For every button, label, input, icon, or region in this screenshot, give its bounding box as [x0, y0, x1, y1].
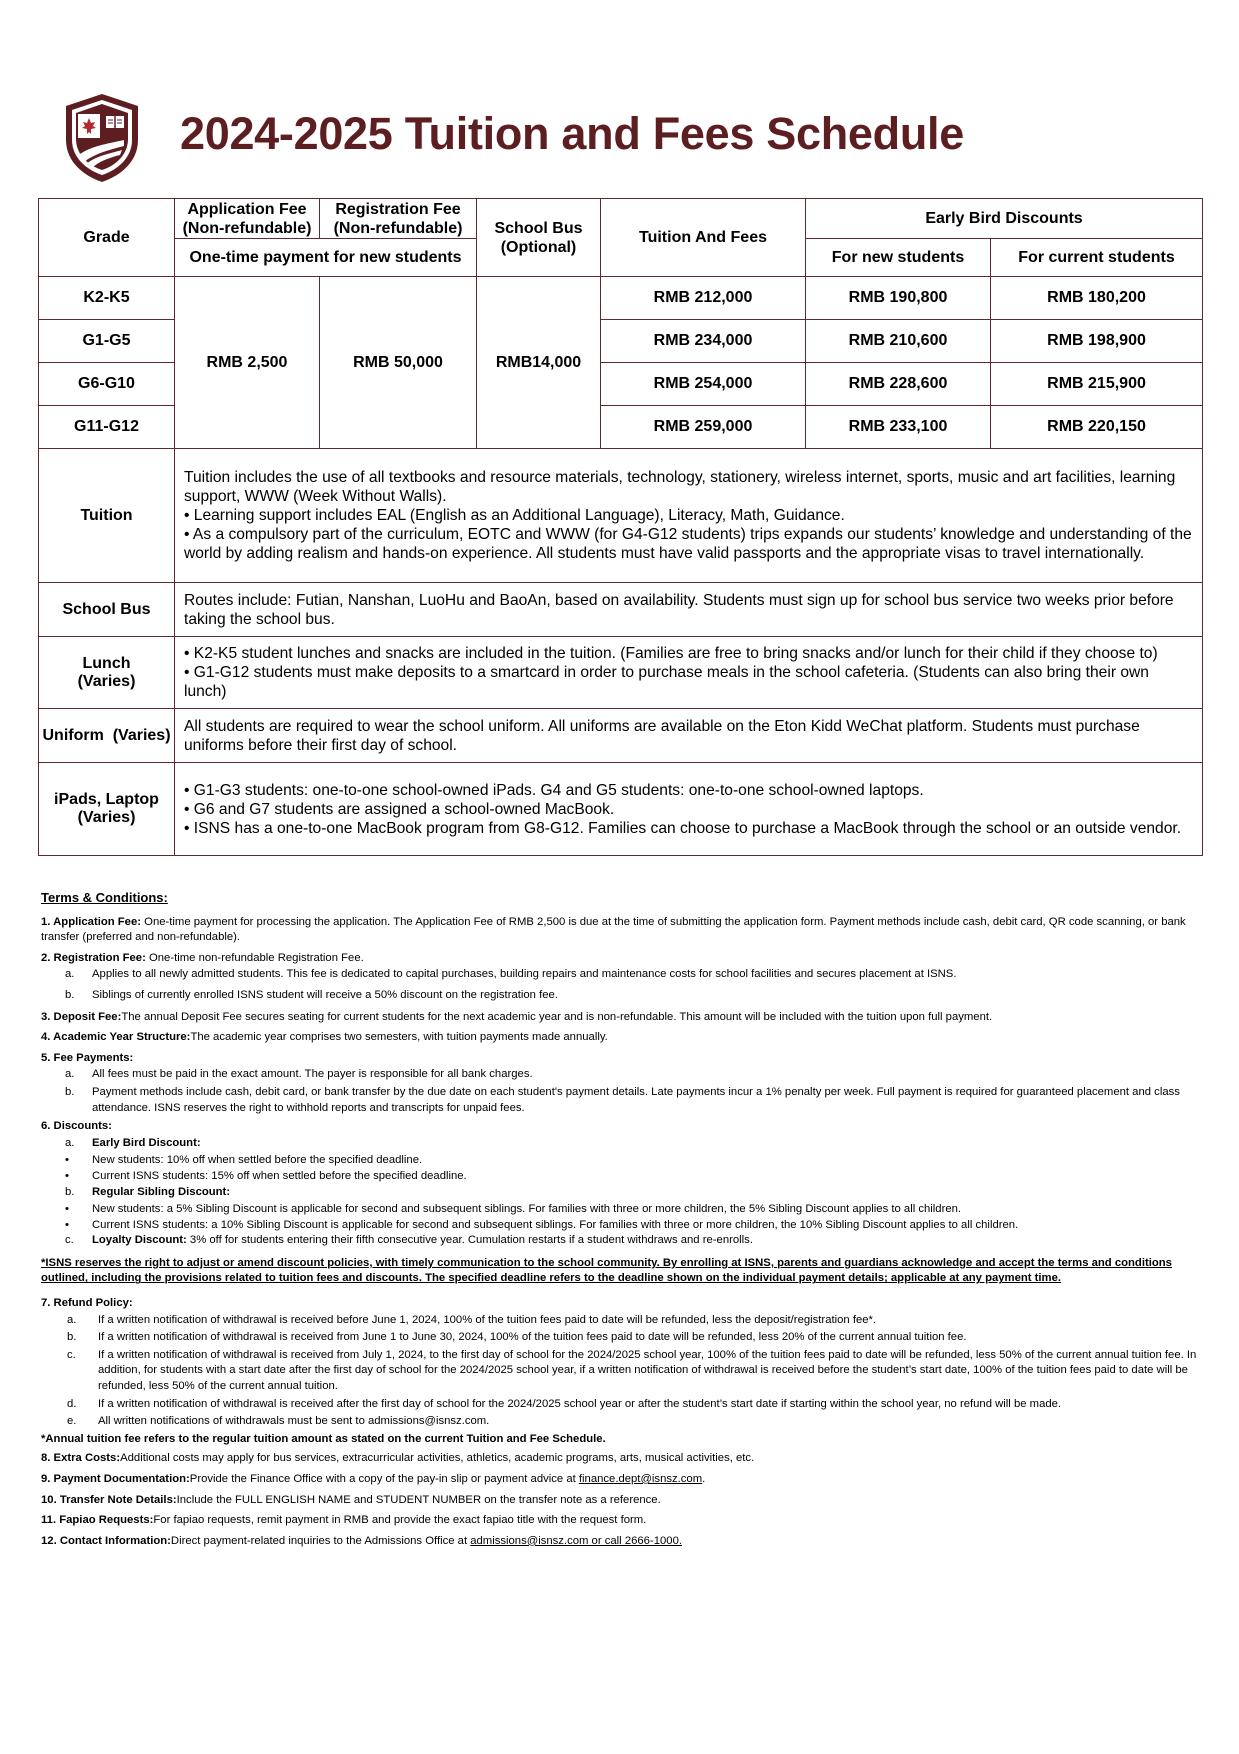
info-description	[175, 709, 1203, 763]
list-item: • New students: 10% off when settled before the specified deadline.	[65, 1154, 423, 1167]
grade-cell: G6-G10	[39, 363, 175, 406]
grade-cell: K2-K5	[39, 277, 175, 320]
info-line: Routes include: Futian, Nanshan, LuoHu and BaoAn, based on availability. Students must sign up for school bus service two weeks prior before taking the school bus.	[184, 591, 1174, 628]
info-line: • K2-K5 student lunches and snacks are included in the tuition. (Families are free to bring snacks and/or lunch for their child if they choose to)	[184, 645, 1158, 662]
info-row-school-bus	[39, 583, 1203, 637]
application-fee-value: RMB 2,500	[175, 277, 320, 449]
header	[62, 90, 1182, 185]
table-row	[39, 277, 1203, 320]
school-crest-logo	[62, 92, 142, 184]
info-row-lunch	[39, 637, 1203, 709]
term-refund-policy: 7. Refund Policy: a. If a written notification of withdrawal is received before June 1, 2024, 100% of the tuition fees paid to date will be refunded, less the deposit/registration fee*. b. If a written notification of withdrawal is received from June 1 to June 30, 2024, 100% of the tuition fees paid to date will be refunded, less 20% of the current annual tuition fee. c. If a written notification of withdrawal is received from July 1, 2024, to the first day of school for the 2024/2025 school year, 100% of the tuition fees paid to date will be refunded, less 50% of the current annual tuition fee. In addition, for students with a start date after the first day of school for the 2024/2025 school year, if a written notification of withdrawal is received before the student’s start date, 100% of the tuition fees paid to date will be refunded, less 50% of the current annual tuition. d. If a written notification of withdrawal is received after the first day of school for the 2024/2025 school year or after the student’s start date if starting within the school year, no refund will be made. e. All written notifications of withdrawals must be sent to admissions@isnsz.com.	[41, 1296, 1201, 1430]
tuition-cell: RMB 259,000	[601, 406, 806, 449]
admissions-email-link[interactable]: admissions@isnsz.com or call 2666-1000.	[470, 1534, 682, 1547]
info-label: Tuition	[39, 449, 175, 583]
term-payment-documentation: 9. Payment Documentation:Provide the Finance Office with a copy of the pay-in slip or payment advice at finance.dept@isnsz.com.	[41, 1473, 706, 1485]
grade-cell: G1-G5	[39, 320, 175, 363]
term-application-fee: 1. Application Fee: One-time payment for processing the application. The Application Fee of RMB 2,500 is due at the time of submitting the application form. Payment methods include cash, debit card, QR code scanning, or bank transfer (preferred and non-refundable).	[41, 915, 1186, 944]
term-transfer-note: 10. Transfer Note Details:Include the FULL ENGLISH NAME and STUDENT NUMBER on the transfer note as a reference.	[41, 1493, 661, 1506]
list-item: b. If a written notification of withdrawal is received from June 1 to June 30, 2024, 100% of the tuition fees paid to date will be refunded, less 20% of the current annual tuition fee.	[67, 1331, 967, 1344]
tuition-cell: RMB 212,000	[601, 277, 806, 320]
current-student-cell: RMB 198,900	[991, 320, 1203, 363]
list-item: b. Siblings of currently enrolled ISNS student will receive a 50% discount on the registration fee.	[65, 988, 558, 1001]
grade-cell: G11-G12	[39, 406, 175, 449]
info-row-devices	[39, 763, 1203, 856]
info-description	[175, 637, 1203, 709]
info-label: Uniform (Varies)	[39, 709, 175, 763]
header-current-students: For current students	[991, 239, 1203, 277]
info-line: • Learning support includes EAL (English as an Additional Language), Literacy, Math, Guidance.	[184, 507, 845, 524]
info-label: Lunch (Varies)	[39, 637, 175, 709]
header-application-fee: Application Fee (Non-refundable)	[175, 199, 320, 239]
term-discounts: 6. Discounts:	[41, 1120, 112, 1133]
list-item: a. If a written notification of withdrawal is received before June 1, 2024, 100% of the tuition fees paid to date will be refunded, less the deposit/registration fee*.	[67, 1313, 877, 1326]
list-item: • Current ISNS students: 15% off when settled before the specified deadline.	[65, 1169, 467, 1182]
terms-title: Terms & Conditions:	[41, 890, 168, 905]
info-description	[175, 583, 1203, 637]
info-description	[175, 763, 1203, 856]
list-item: b. Payment methods include cash, debit card, or bank transfer by the due date on each student's payment details. Late payments incur a 1% penalty per week. Full payment is required for guaranteed placement and class attendance. ISNS reserves the right to withhold reports and transcripts for unpaid fees.	[65, 1085, 1180, 1114]
info-label: School Bus	[39, 583, 175, 637]
school-bus-value: RMB14,000	[477, 277, 601, 449]
info-line: • As a compulsory part of the curriculum, EOTC and WWW (for G4-G12 students) trips expands our students’ knowledge and understanding of the world by adding realism and hands-on experience. All students must have valid passports and the appropriate visas to travel internationally.	[184, 526, 1192, 562]
new-student-cell: RMB 190,800	[806, 277, 991, 320]
info-row-uniform	[39, 709, 1203, 763]
header-one-time-payment: One-time payment for new students	[175, 239, 477, 277]
finance-email-link[interactable]: finance.dept@isnsz.com	[578, 1473, 703, 1485]
info-row-tuition	[39, 449, 1203, 583]
info-line: • G1-G3 students: one-to-one school-owned iPads. G4 and G5 students: one-to-one school-owned laptops.	[184, 781, 924, 799]
info-line: • G6 and G7 students are assigned a school-owned MacBook.	[184, 800, 615, 818]
header-school-bus: School Bus (Optional)	[477, 199, 601, 277]
term-fee-payments: 5. Fee Payments:	[41, 1051, 134, 1064]
header-registration-fee: Registration Fee (Non-refundable)	[320, 199, 477, 239]
term-academic-year: 4. Academic Year Structure:The academic year comprises two semesters, with tuition payments made annually.	[41, 1031, 608, 1044]
page-title: 2024-2025 Tuition and Fees Schedule	[180, 108, 964, 159]
annual-tuition-note: *Annual tuition fee refers to the regular tuition amount as stated on the current Tuition and Fee Schedule.	[41, 1432, 606, 1445]
term-deposit-fee: 3. Deposit Fee:The annual Deposit Fee secures seating for current students for the next academic year and is non-refundable. This amount will be included with the tuition upon full payment.	[41, 1010, 993, 1023]
fees-table	[38, 198, 1203, 856]
new-student-cell: RMB 233,100	[806, 406, 991, 449]
list-item: d. If a written notification of withdrawal is received after the first day of school for the 2024/2025 school year or after the student’s start date if starting within the school year, no refund will be made.	[67, 1397, 1062, 1410]
info-line: • ISNS has a one-to-one MacBook program from G8-G12. Families can choose to purchase a MacBook through the school or an outside vendor.	[184, 819, 1182, 837]
list-item: c. If a written notification of withdrawal is received from July 1, 2024, to the first day of school for the 2024/2025 school year, 100% of the tuition fees paid to date will be refunded, less 50% of the current annual tuition fee. In addition, for students with a start date after the first day of school for the 2024/2025 school year, if a written notification of withdrawal is received before the student’s start date, 100% of the tuition fees paid to date will be refunded, less 50% of the current annual tuition.	[67, 1348, 1197, 1393]
new-student-cell: RMB 210,600	[806, 320, 991, 363]
list-item: e. All written notifications of withdrawals must be sent to admissions@isnsz.com.	[67, 1415, 490, 1428]
list-item: a. Early Bird Discount:	[65, 1136, 201, 1149]
current-student-cell: RMB 220,150	[991, 406, 1203, 449]
header-grade: Grade	[39, 199, 175, 277]
header-new-students: For new students	[806, 239, 991, 277]
new-student-cell: RMB 228,600	[806, 363, 991, 406]
current-student-cell: RMB 215,900	[991, 363, 1203, 406]
header-tuition-fees: Tuition And Fees	[601, 199, 806, 277]
list-item: • New students: a 5% Sibling Discount is applicable for second and subsequent siblings. For families with three or more children, the 5% Sibling Discount applies to all children.	[65, 1203, 962, 1216]
info-label: iPads, Laptop (Varies)	[39, 763, 175, 856]
tuition-cell: RMB 254,000	[601, 363, 806, 406]
info-description	[175, 449, 1203, 583]
header-early-bird: Early Bird Discounts	[806, 199, 1203, 239]
registration-fee-value: RMB 50,000	[320, 277, 477, 449]
term-registration-fee: 2. Registration Fee: One-time non-refundable Registration Fee.	[41, 951, 364, 964]
term-extra-costs: 8. Extra Costs:Additional costs may apply for bus services, extracurricular activities, athletics, academic programs, arts, musical activities, etc.	[41, 1452, 755, 1465]
discount-policy-notice: *ISNS reserves the right to adjust or amend discount policies, with timely communication to the school community. By enrolling at ISNS, parents and guardians acknowledge and accept the terms and conditions outlined, including the provisions related to tuition fees and discounts. The specified deadline refers to the deadline shown on the individual payment details; applicable at any payment time.	[41, 1256, 1172, 1285]
list-item: a. Applies to all newly admitted students. This fee is dedicated to capital purchases, building repairs and maintenance costs for school facilities and secures placement at ISNS.	[65, 968, 957, 981]
tuition-cell: RMB 234,000	[601, 320, 806, 363]
info-line: Tuition includes the use of all textbooks and resource materials, technology, stationery, wireless internet, sports, music and art facilities, learning support, WWW (Week Without Walls).	[184, 469, 1176, 505]
term-contact: 12. Contact Information:Direct payment-related inquiries to the Admissions Office at admissions@isnsz.com or call 2666-1000.	[41, 1534, 682, 1547]
list-item: • Current ISNS students: a 10% Sibling Discount is applicable for second and subsequent siblings. For families with three or more children, the 10% Sibling Discount applies to all children.	[65, 1218, 1019, 1231]
current-student-cell: RMB 180,200	[991, 277, 1203, 320]
term-fapiao: 11. Fapiao Requests:For fapiao requests, remit payment in RMB and provide the exact fapiao title with the request form.	[41, 1514, 647, 1527]
info-line: • G1-G12 students must make deposits to a smartcard in order to purchase meals in the school cafeteria. (Students can also bring their own lunch)	[184, 664, 1149, 700]
list-item: c. Loyalty Discount: 3% off for students entering their fifth consecutive year. Cumulation restarts if a student withdraws and re-enrolls.	[65, 1234, 753, 1247]
list-item: a. All fees must be paid in the exact amount. The payer is responsible for all bank charges.	[65, 1068, 533, 1081]
info-line: All students are required to wear the school uniform. All uniforms are available on the Eton Kidd WeChat platform. Students must purchase uniforms before their first day of school.	[184, 717, 1140, 754]
terms-section	[41, 890, 1201, 1554]
list-item: b. Regular Sibling Discount:	[65, 1185, 231, 1198]
